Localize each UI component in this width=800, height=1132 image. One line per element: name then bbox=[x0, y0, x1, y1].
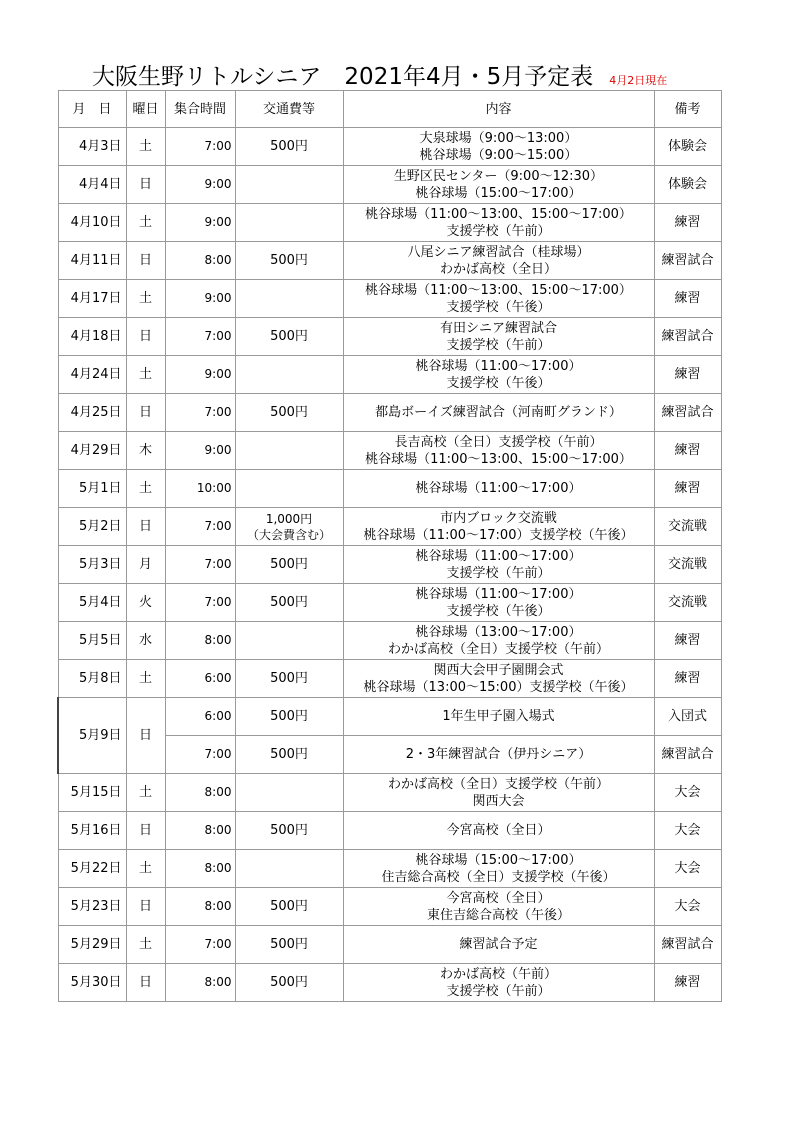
row-fee-line: （大会費含む） bbox=[246, 527, 331, 542]
row-content-line: 1年生甲子園入場式 bbox=[442, 709, 555, 724]
row-content-line: 東住吉総合高校（午後） bbox=[426, 907, 570, 923]
schedule-row bbox=[58, 850, 721, 888]
row-note: 練習 bbox=[654, 470, 721, 508]
row-content-line: 支援学校（午前） bbox=[446, 983, 551, 999]
row-time: 9:00 bbox=[165, 166, 235, 204]
row-fee bbox=[235, 660, 343, 698]
row-fee-line: 500円 bbox=[270, 557, 308, 572]
schedule-row bbox=[58, 622, 721, 660]
row-content-line: 桃谷球場（13:00～15:00）支援学校（午後） bbox=[363, 679, 634, 695]
row-fee-line: 500円 bbox=[270, 253, 308, 268]
row-content bbox=[343, 318, 654, 356]
row-fee bbox=[235, 812, 343, 850]
row-time: 8:00 bbox=[165, 242, 235, 280]
header-content: 内容 bbox=[343, 91, 654, 128]
row-date: 5月1日 bbox=[58, 470, 126, 508]
row-fee bbox=[235, 584, 343, 622]
schedule-row bbox=[58, 128, 721, 166]
row-note: 練習試合 bbox=[654, 926, 721, 964]
row-date: 4月17日 bbox=[58, 280, 126, 318]
row-content bbox=[343, 584, 654, 622]
row-content bbox=[343, 280, 654, 318]
row-note: 練習 bbox=[654, 280, 721, 318]
row-content-line: 関西大会 bbox=[472, 793, 525, 809]
row-day: 土 bbox=[126, 204, 165, 242]
row-content-line: 桃谷球場（11:00～13:00、15:00～17:00） bbox=[365, 451, 632, 467]
row-note: 大会 bbox=[654, 888, 721, 926]
row-date: 5月4日 bbox=[58, 584, 126, 622]
row-fee bbox=[235, 128, 343, 166]
schedule-row bbox=[58, 584, 721, 622]
row-fee bbox=[235, 508, 343, 546]
row-time: 7:00 bbox=[165, 736, 235, 774]
row-day: 日 bbox=[126, 318, 165, 356]
row-fee bbox=[235, 774, 343, 812]
row-time: 8:00 bbox=[165, 964, 235, 1002]
row-content-line: わかば高校（全日）支援学校（午前） bbox=[387, 641, 609, 657]
row-content-line: 今宮高校（全日） bbox=[446, 823, 551, 838]
row-note: 入団式 bbox=[654, 698, 721, 736]
row-day: 日 bbox=[126, 508, 165, 546]
row-fee-line: 500円 bbox=[270, 671, 308, 686]
row-time: 8:00 bbox=[165, 622, 235, 660]
row-content bbox=[343, 394, 654, 432]
row-fee bbox=[235, 432, 343, 470]
row-date: 5月3日 bbox=[58, 546, 126, 584]
row-content-line: 桃谷球場（11:00～17:00） bbox=[415, 481, 582, 496]
row-note: 体験会 bbox=[654, 166, 721, 204]
row-fee bbox=[235, 470, 343, 508]
row-fee-line: 500円 bbox=[270, 709, 308, 724]
row-date: 5月23日 bbox=[58, 888, 126, 926]
row-content bbox=[343, 166, 654, 204]
row-content-line: 桃谷球場（11:00～17:00） bbox=[415, 358, 582, 374]
schedule-row bbox=[58, 660, 721, 698]
row-content-line: 桃谷球場（15:00～17:00） bbox=[415, 185, 582, 201]
row-date: 4月24日 bbox=[58, 356, 126, 394]
row-content-line: 2・3年練習試合（伊丹シニア） bbox=[405, 747, 592, 762]
row-note: 体験会 bbox=[654, 128, 721, 166]
schedule-row bbox=[58, 432, 721, 470]
row-content-line: 住吉総合高校（全日）支援学校（午後） bbox=[381, 869, 616, 885]
row-date: 5月2日 bbox=[58, 508, 126, 546]
row-fee bbox=[235, 546, 343, 584]
row-time: 7:00 bbox=[165, 394, 235, 432]
schedule-row bbox=[58, 926, 721, 964]
row-content-line: 桃谷球場（11:00～17:00） bbox=[415, 586, 582, 602]
row-content bbox=[343, 242, 654, 280]
schedule-row bbox=[58, 280, 721, 318]
row-content-line: 桃谷球場（15:00～17:00） bbox=[415, 852, 582, 868]
row-time: 7:00 bbox=[165, 926, 235, 964]
row-note: 練習試合 bbox=[654, 394, 721, 432]
row-day: 土 bbox=[126, 470, 165, 508]
row-day: 土 bbox=[126, 774, 165, 812]
row-fee bbox=[235, 850, 343, 888]
row-note: 練習試合 bbox=[654, 242, 721, 280]
row-day: 土 bbox=[126, 850, 165, 888]
row-time: 9:00 bbox=[165, 280, 235, 318]
schedule-row bbox=[58, 698, 721, 736]
row-fee bbox=[235, 318, 343, 356]
row-time: 7:00 bbox=[165, 584, 235, 622]
row-day: 日 bbox=[126, 698, 165, 774]
row-date: 5月9日 bbox=[58, 698, 126, 774]
row-time: 9:00 bbox=[165, 432, 235, 470]
row-time: 9:00 bbox=[165, 356, 235, 394]
row-fee-line: 500円 bbox=[270, 899, 308, 914]
row-content-line: 練習試合予定 bbox=[459, 937, 538, 952]
row-day: 土 bbox=[126, 926, 165, 964]
row-time: 8:00 bbox=[165, 812, 235, 850]
header-time: 集合時間 bbox=[165, 91, 235, 128]
row-fee bbox=[235, 888, 343, 926]
row-content-line: 桃谷球場（11:00～13:00、15:00～17:00） bbox=[365, 282, 632, 298]
row-date: 4月4日 bbox=[58, 166, 126, 204]
row-fee bbox=[235, 166, 343, 204]
row-note: 交流戦 bbox=[654, 508, 721, 546]
row-content-line: 今宮高校（全日） bbox=[446, 890, 551, 906]
row-day: 日 bbox=[126, 166, 165, 204]
row-note: 練習 bbox=[654, 964, 721, 1002]
row-content-line: わかば高校（午前） bbox=[439, 966, 557, 982]
row-date: 5月22日 bbox=[58, 850, 126, 888]
row-fee-line: 1,000円 bbox=[265, 511, 313, 526]
row-date: 4月25日 bbox=[58, 394, 126, 432]
row-fee bbox=[235, 204, 343, 242]
row-day: 土 bbox=[126, 356, 165, 394]
row-content bbox=[343, 546, 654, 584]
header-note: 備考 bbox=[654, 91, 721, 128]
schedule-row bbox=[58, 774, 721, 812]
row-time: 10:00 bbox=[165, 470, 235, 508]
row-date: 4月11日 bbox=[58, 242, 126, 280]
schedule-row bbox=[58, 812, 721, 850]
row-content bbox=[343, 926, 654, 964]
row-day: 火 bbox=[126, 584, 165, 622]
row-day: 月 bbox=[126, 546, 165, 584]
row-note: 交流戦 bbox=[654, 584, 721, 622]
row-content-line: 支援学校（午後） bbox=[446, 375, 551, 391]
row-fee-line: 500円 bbox=[270, 937, 308, 952]
row-time: 6:00 bbox=[165, 698, 235, 736]
row-content-line: 市内ブロック交流戦 bbox=[440, 510, 557, 526]
row-time: 7:00 bbox=[165, 508, 235, 546]
header-row bbox=[58, 91, 721, 128]
schedule-row bbox=[58, 166, 721, 204]
schedule-row bbox=[58, 546, 721, 584]
row-note: 練習 bbox=[654, 356, 721, 394]
row-fee-line: 500円 bbox=[270, 139, 308, 154]
row-day: 木 bbox=[126, 432, 165, 470]
row-day: 日 bbox=[126, 888, 165, 926]
row-content-line: 関西大会甲子園開会式 bbox=[433, 662, 564, 678]
schedule-row bbox=[58, 356, 721, 394]
header-day: 曜日 bbox=[126, 91, 165, 128]
as-of-date: 4月2日現在 bbox=[609, 74, 668, 87]
row-day: 土 bbox=[126, 280, 165, 318]
row-content bbox=[343, 888, 654, 926]
schedule-row bbox=[58, 470, 721, 508]
row-content-line: 有田シニア練習試合 bbox=[439, 320, 557, 336]
row-fee bbox=[235, 698, 343, 736]
row-content bbox=[343, 850, 654, 888]
schedule-row bbox=[58, 318, 721, 356]
row-content-line: 大泉球場（9:00～13:00） bbox=[419, 130, 578, 146]
row-date: 4月10日 bbox=[58, 204, 126, 242]
row-content bbox=[343, 470, 654, 508]
row-time: 9:00 bbox=[165, 204, 235, 242]
row-fee bbox=[235, 926, 343, 964]
row-fee bbox=[235, 622, 343, 660]
row-content-line: 桃谷球場（11:00～17:00）支援学校（午後） bbox=[363, 527, 634, 543]
row-time: 7:00 bbox=[165, 318, 235, 356]
row-content bbox=[343, 204, 654, 242]
schedule-row bbox=[58, 508, 721, 546]
row-content bbox=[343, 432, 654, 470]
row-time: 7:00 bbox=[165, 128, 235, 166]
row-day: 日 bbox=[126, 242, 165, 280]
row-fee bbox=[235, 280, 343, 318]
row-note: 大会 bbox=[654, 812, 721, 850]
row-note: 練習 bbox=[654, 204, 721, 242]
row-date: 5月16日 bbox=[58, 812, 126, 850]
row-content bbox=[343, 964, 654, 1002]
row-fee bbox=[235, 394, 343, 432]
row-content bbox=[343, 508, 654, 546]
row-content-line: 長吉高校（全日）支援学校（午前） bbox=[394, 434, 603, 450]
row-date: 5月15日 bbox=[58, 774, 126, 812]
row-content-line: 桃谷球場（11:00～17:00） bbox=[415, 548, 582, 564]
row-note: 練習試合 bbox=[654, 736, 721, 774]
row-content-line: 生野区民センター（9:00～12:30） bbox=[393, 168, 604, 184]
row-note: 大会 bbox=[654, 774, 721, 812]
row-day: 水 bbox=[126, 622, 165, 660]
row-fee bbox=[235, 964, 343, 1002]
row-fee-line: 500円 bbox=[270, 329, 308, 344]
row-content bbox=[343, 356, 654, 394]
row-content-line: わかば高校（全日） bbox=[439, 261, 557, 277]
header-fee: 交通費等 bbox=[235, 91, 343, 128]
row-date: 5月29日 bbox=[58, 926, 126, 964]
row-time: 8:00 bbox=[165, 774, 235, 812]
row-fee-line: 500円 bbox=[270, 975, 308, 990]
row-content-line: 支援学校（午後） bbox=[446, 299, 551, 315]
row-fee bbox=[235, 736, 343, 774]
row-fee bbox=[235, 242, 343, 280]
row-date: 5月8日 bbox=[58, 660, 126, 698]
page-title: 大阪生野リトルシニア 2021年4月・5月予定表 bbox=[92, 64, 594, 90]
row-note: 交流戦 bbox=[654, 546, 721, 584]
row-time: 7:00 bbox=[165, 546, 235, 584]
row-fee-line: 500円 bbox=[270, 823, 308, 838]
row-note: 練習 bbox=[654, 660, 721, 698]
header-date: 月 日 bbox=[58, 91, 126, 128]
row-date: 4月29日 bbox=[58, 432, 126, 470]
schedule-row bbox=[58, 888, 721, 926]
row-content bbox=[343, 812, 654, 850]
row-content bbox=[343, 698, 654, 736]
row-fee-line: 500円 bbox=[270, 595, 308, 610]
row-content bbox=[343, 736, 654, 774]
row-day: 日 bbox=[126, 964, 165, 1002]
schedule-row bbox=[58, 204, 721, 242]
row-day: 日 bbox=[126, 812, 165, 850]
row-content-line: 都島ボーイズ練習試合（河南町グランド） bbox=[375, 405, 622, 420]
schedule-row bbox=[58, 242, 721, 280]
row-content-line: 桃谷球場（13:00～17:00） bbox=[415, 624, 582, 640]
row-note: 練習 bbox=[654, 622, 721, 660]
row-content-line: 支援学校（午前） bbox=[446, 565, 551, 581]
row-fee bbox=[235, 356, 343, 394]
row-fee-line: 500円 bbox=[270, 405, 308, 420]
row-day: 土 bbox=[126, 128, 165, 166]
row-content-line: 支援学校（午前） bbox=[446, 223, 551, 239]
row-content bbox=[343, 774, 654, 812]
row-time: 8:00 bbox=[165, 888, 235, 926]
row-time: 6:00 bbox=[165, 660, 235, 698]
row-content-line: 桃谷球場（11:00～13:00、15:00～17:00） bbox=[365, 206, 632, 222]
row-content-line: わかば高校（全日）支援学校（午前） bbox=[387, 776, 609, 792]
row-note: 大会 bbox=[654, 850, 721, 888]
row-date: 4月3日 bbox=[58, 128, 126, 166]
row-content-line: 支援学校（午後） bbox=[446, 603, 551, 619]
row-date: 4月18日 bbox=[58, 318, 126, 356]
row-content bbox=[343, 622, 654, 660]
row-date: 5月5日 bbox=[58, 622, 126, 660]
row-date: 5月30日 bbox=[58, 964, 126, 1002]
row-day: 日 bbox=[126, 394, 165, 432]
row-day: 土 bbox=[126, 660, 165, 698]
schedule-table bbox=[57, 90, 722, 1002]
row-note: 練習試合 bbox=[654, 318, 721, 356]
row-note: 練習 bbox=[654, 432, 721, 470]
row-content-line: 支援学校（午前） bbox=[446, 337, 551, 353]
row-content-line: 八尾シニア練習試合（桂球場） bbox=[407, 244, 590, 260]
row-time: 8:00 bbox=[165, 850, 235, 888]
schedule-body bbox=[58, 128, 721, 1002]
schedule-row bbox=[58, 964, 721, 1002]
row-content-line: 桃谷球場（9:00～15:00） bbox=[419, 147, 578, 163]
row-fee-line: 500円 bbox=[270, 747, 308, 762]
row-content bbox=[343, 660, 654, 698]
row-content bbox=[343, 128, 654, 166]
schedule-row bbox=[58, 394, 721, 432]
page-header bbox=[92, 58, 667, 90]
